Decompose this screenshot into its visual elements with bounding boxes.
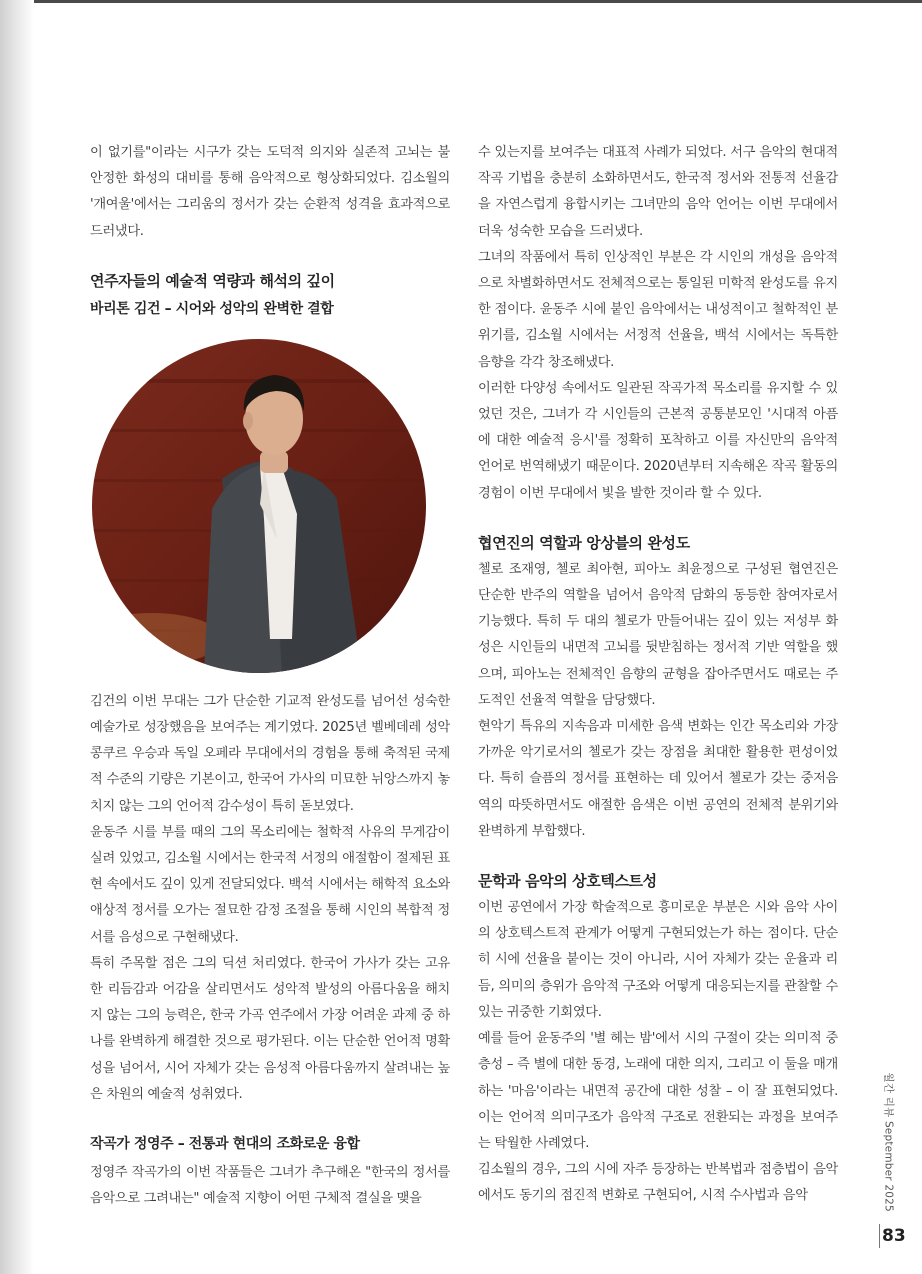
right-paragraph-8: 김소월의 경우, 그의 시에 자주 등장하는 반복법과 점층법이 음악에서도 동기의 점진적 변화로 구현되어, 시적 수사법과 음악 bbox=[478, 1162, 838, 1204]
right-paragraph-7: 예를 들어 윤동주의 '별 헤는 밤'에서 시의 구절이 갖는 의미적 중층성 – 즉 별에 대한 동경, 노래에 대한 의지, 그리고 이 둘을 매개하는 '마음'이라는 내면적 공간에 대한 성찰 – 이 잘 표현되었다. 이는 언어적 의미구조가 음악적 구조로 전환되는 과정을 보여주는 탁월한 사례였다. bbox=[478, 1031, 838, 1151]
portrait-illustration bbox=[92, 339, 426, 673]
page-number-rule bbox=[879, 1224, 880, 1248]
right-column bbox=[478, 140, 838, 1210]
page-gutter-shadow bbox=[0, 0, 34, 1274]
baritone-photo bbox=[92, 339, 426, 673]
left-paragraph-5: 정영주 작곡가의 이번 작품들은 그녀가 추구해온 "한국의 정서를 음악으로 그려내는" 예술적 지향이 어떤 구체적 결실을 맺을 bbox=[90, 1165, 450, 1207]
subheading-composer: 작곡가 정영주 – 전통과 현대의 조화로운 융합 bbox=[90, 1136, 360, 1153]
top-border bbox=[0, 0, 922, 3]
subheading-baritone: 바리톤 김건 – 시어와 성악의 완벽한 결합 bbox=[90, 300, 334, 317]
section-heading-ensemble: 협연진의 역할과 앙상블의 완성도 bbox=[478, 533, 690, 552]
right-paragraph-2: 그녀의 작품에서 특히 인상적인 부분은 각 시인의 개성을 음악적으로 차별화하면서도 전체적으로는 통일된 미학적 완성도를 유지한 점이다. 윤동주 시에 붙인 음악에서는 내성적이고 철학적인 분위기를, 김소월 시에서는 서정적 선율을, 백석 시에서는 독특한 음향을 각각 창조해냈다. bbox=[478, 249, 838, 370]
left-paragraph-2: 김건의 이번 무대는 그가 단순한 기교적 완성도를 넘어선 성숙한 예술가로 성장했음을 보여주는 계기였다. 2025년 벨베데레 성악 콩쿠르 우승과 독일 오페라 무대에서의 경험을 통해 축적된 국제적 수준의 기량은 기본이고, 한국어 가사의 미묘한 뉘앙스까지 놓치지 않는 그의 언어적 감수성이 특히 돋보였다. bbox=[90, 693, 450, 814]
right-paragraph-1: 수 있는지를 보여주는 대표적 사례가 되었다. 서구 음악의 현대적 작곡 기법을 충분히 소화하면서도, 한국적 정서와 전통적 선율감을 자연스럽게 융합시키는 그녀만의 음악 언어는 이번 무대에서 더욱 성숙한 모습을 드러냈다. bbox=[478, 145, 838, 239]
magazine-issue-text: 월간 리뷰 September 2025 bbox=[882, 1072, 895, 1212]
right-paragraph-5: 현악기 특유의 지속음과 미세한 음색 변화는 인간 목소리와 가장 가까운 악기로서의 첼로가 갖는 장점을 최대한 활용한 편성이었다. 특히 슬픔의 정서를 표현하는 데 있어서 첼로가 갖는 중저음역의 따뜻하면서도 애절한 음색은 이번 공연의 전체적 분위기와 완벽하게 부합했다. bbox=[478, 719, 838, 839]
magazine-side-label bbox=[878, 1064, 900, 1224]
right-paragraph-6: 이번 공연에서 가장 학술적으로 흥미로운 부분은 시와 음악 사이의 상호텍스트적 관계가 어떻게 구현되었는가 하는 점이다. 단순히 시에 선율을 붙이는 것이 아니라, 시어 자체가 갖는 운율과 리듬, 의미의 층위가 음악적 구조와 어떻게 대응되는지를 관찰할 수 있는 귀중한 기회였다. bbox=[478, 900, 838, 1020]
left-column bbox=[90, 140, 450, 1212]
left-paragraph-1: 이 없기를"이라는 시구가 갖는 도덕적 의지와 실존적 고뇌는 불안정한 화성의 대비를 통해 음악적으로 형상화되었다. 김소월의 '개여울'에서는 그리움의 정서가 갖는 순환적 성격을 효과적으로 드러냈다. bbox=[90, 145, 450, 239]
left-paragraph-3: 윤동주 시를 부를 때의 그의 목소리에는 철학적 사유의 무게감이 실려 있었고, 김소월 시에서는 한국적 서정의 애절함이 절제된 표현 속에서도 깊이 있게 전달되었다. 백석 시에서는 해학적 요소와 애상적 정서를 오가는 절묘한 감정 조절을 통해 시인의 복합적 정서를 음성으로 구현해냈다. bbox=[90, 824, 450, 945]
right-paragraph-4: 첼로 조재영, 첼로 최아현, 피아노 최윤정으로 구성된 협연진은 단순한 반주의 역할을 넘어서 음악적 담화의 동등한 참여자로서 기능했다. 특히 두 대의 첼로가 만들어내는 깊이 있는 저성부 화성은 시인들의 내면적 고뇌를 뒷받침하는 정서적 기반 역할을 했으며, 피아노는 전체적인 음향의 균형을 잡아주면서도 때로는 주도적인 선율적 역할을 담당했다. bbox=[478, 561, 838, 708]
right-paragraph-3: 이러한 다양성 속에서도 일관된 작곡가적 목소리를 유지할 수 있었던 것은, 그녀가 각 시인들의 근본적 공통분모인 '시대적 아픔에 대한 예술적 응시'를 정확히 포착하고 이를 자신만의 음악적 언어로 번역해냈기 때문이다. 2020년부터 지속해온 작곡 활동의 경험이 이번 무대에서 빛을 발한 것이라 할 수 있다. bbox=[478, 380, 838, 501]
section-heading-performers: 연주자들의 예술적 역량과 해석의 깊이 bbox=[90, 271, 335, 290]
left-paragraph-4: 특히 주목할 점은 그의 딕션 처리였다. 한국어 가사가 갖는 고유한 리듬감과 어감을 살리면서도 성악적 발성의 아름다움을 해치지 않는 그의 능력은, 한국 가곡 연주에서 가장 어려운 과제 중 하나를 완벽하게 해결한 것으로 평가된다. 이는 단순한 언어적 명확성을 넘어서, 시어 자체가 갖는 음성적 아름다움까지 살려내는 높은 차원의 예술적 성취였다. bbox=[90, 955, 450, 1102]
page-number: 83 bbox=[882, 1226, 906, 1246]
section-heading-intertextuality: 문학과 음악의 상호텍스트성 bbox=[478, 872, 657, 891]
